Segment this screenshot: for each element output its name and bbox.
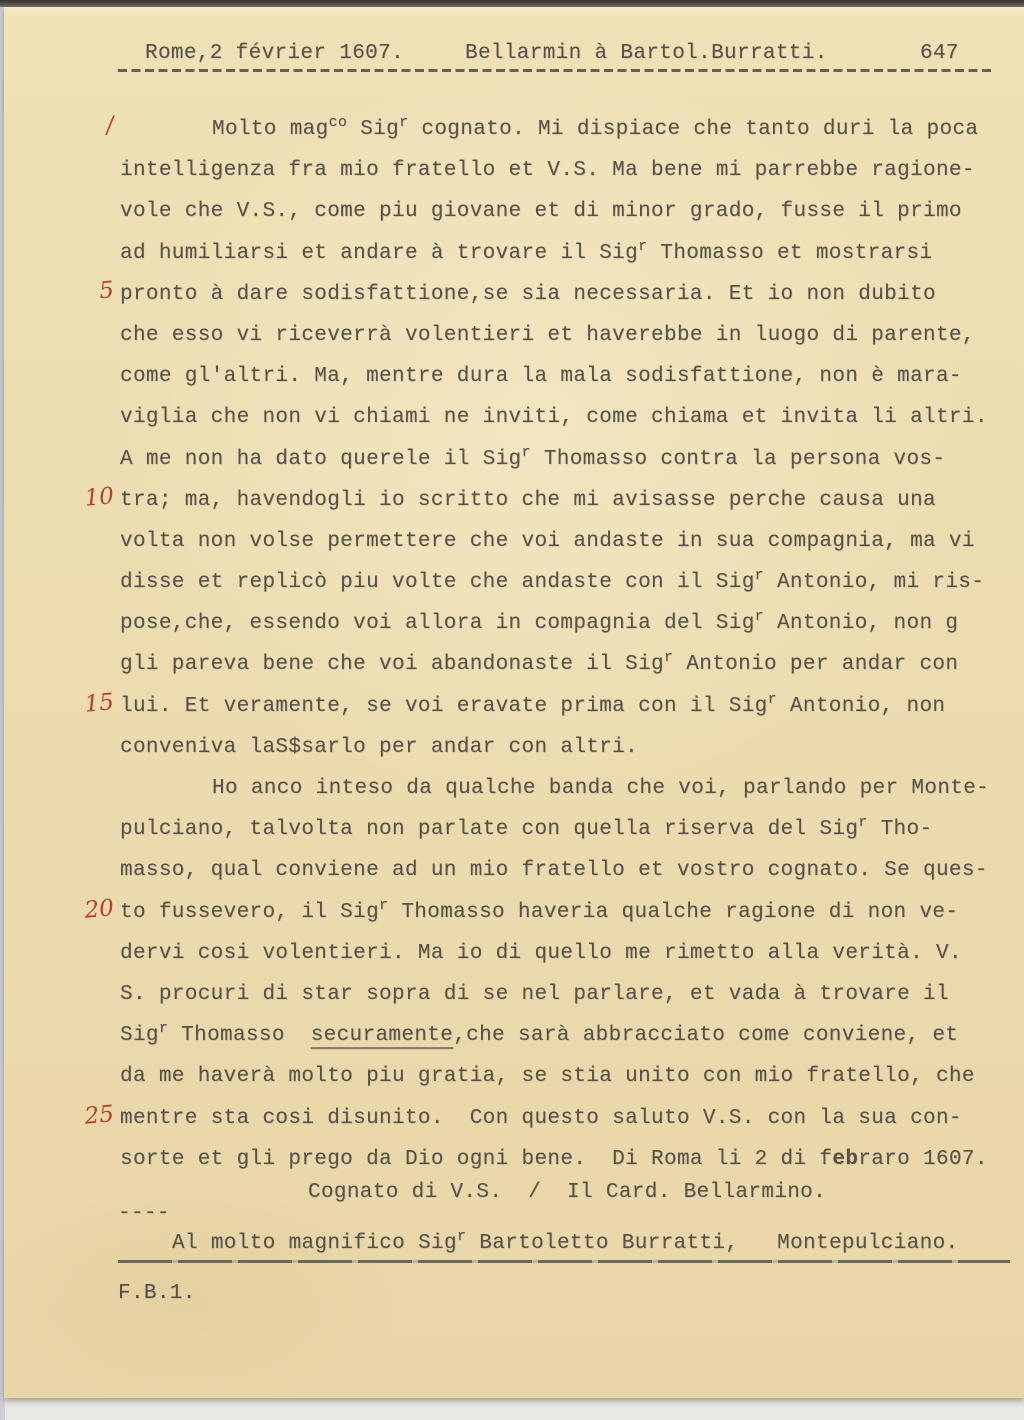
page-number: 647: [920, 42, 959, 65]
superscript-abbreviation: r: [638, 237, 648, 255]
letter-line: [120, 809, 1008, 850]
superscript-abbreviation: r: [767, 690, 777, 708]
letter-line: [120, 191, 1008, 232]
superscript-abbreviation: r: [158, 1020, 169, 1038]
red-line-number-annotation: 10: [83, 482, 116, 512]
superscript-abbreviation: co: [328, 114, 348, 131]
letter-page: [4, 6, 1024, 1398]
text-segment: Thomasso haveria qualche ragione di non ve-: [388, 900, 959, 924]
text-segment: lui. Et veramente, se voi eravate prima con il Sig: [120, 694, 768, 718]
superscript-abbreviation: r: [754, 608, 765, 626]
header-date: Rome,2 février 1607.: [145, 42, 405, 65]
archive-reference: F.B.1.: [118, 1282, 196, 1305]
letter-line: [120, 850, 1008, 891]
letter-line: [83, 1098, 1008, 1139]
text-segment: volta non volse permettere che voi andaste in sua compagnia, ma vi: [120, 529, 975, 553]
red-line-number-annotation: 25: [83, 1100, 116, 1130]
signature-line: [120, 1172, 1008, 1213]
text-segment: Sig: [120, 1024, 159, 1048]
letter-line: [120, 933, 1008, 974]
red-line-number-annotation: /: [105, 112, 116, 139]
superscript-abbreviation: r: [754, 567, 765, 585]
text-segment: ,che sarà abbracciato come conviene, et: [453, 1024, 959, 1048]
text-segment: vole che V.S., come piu giovane et di minor grado, fusse il primo: [120, 200, 962, 224]
text-segment: disse et replicò piu volte che andaste con il Sig: [120, 571, 755, 595]
letter-line: [83, 686, 1008, 727]
superscript-abbreviation: r: [456, 1228, 467, 1245]
text-segment: Thomasso contra la persona vos-: [530, 447, 946, 471]
text-segment: S. procuri di star sopra di se nel parlare, et vada à trovare il: [120, 982, 949, 1006]
letter-line: [98, 274, 1008, 315]
red-line-number-annotation: 15: [83, 688, 116, 718]
letter-line: [120, 439, 1008, 480]
header-title: Bellarmin à Bartol.Burratti.: [465, 42, 828, 65]
text-segment: pulciano, talvolta non parlate con quella riserva del Sig: [120, 818, 859, 842]
text-segment: Bartoletto Burratti, Montepulciano.: [466, 1232, 959, 1255]
text-segment: to fussevero, il Sig: [120, 900, 380, 924]
letter-body: [83, 109, 1008, 1213]
text-segment: Sig: [347, 118, 400, 141]
footer-separator-dashes: ----: [118, 1202, 170, 1225]
text-segment: pronto à dare sodisfattione,se sia necessaria. Et io non dubito: [120, 282, 936, 306]
red-line-number-annotation: 20: [83, 894, 116, 924]
scan-top-edge: [0, 0, 1024, 7]
letter-line: [105, 109, 1008, 150]
letter-line: [120, 727, 1008, 768]
text-segment: Antonio, mi ris-: [764, 571, 985, 595]
header-divider-dashed-rule: [118, 69, 992, 72]
text-segment: che esso vi riceverrà volentieri et haverebbe in luogo di parente,: [120, 323, 975, 347]
letter-line: [120, 1015, 1008, 1056]
red-line-number-annotation: 5: [98, 276, 116, 305]
text-segment: Thomasso et mostrarsi: [647, 241, 933, 265]
superscript-abbreviation: r: [521, 443, 531, 461]
text-segment: gli pareva bene che voi abandonaste il Sig: [120, 653, 664, 677]
superscript-abbreviation: r: [379, 896, 389, 914]
text-segment: Antonio per andar con: [673, 653, 959, 677]
letter-line: [120, 644, 1008, 685]
text-segment: dervi cosi volentieri. Ma io di quello me rimetto alla verità. V.: [120, 941, 962, 965]
text-segment: tra; ma, havendogli io scritto che mi avisasse perche causa una: [120, 488, 936, 512]
letter-line: [120, 768, 1008, 809]
letter-line: [120, 603, 1008, 644]
text-segment: come gl'altri. Ma, mentre dura la mala sodisfattione, non è mara-: [120, 365, 962, 389]
letter-line: [120, 1056, 1008, 1097]
letter-line: [120, 521, 1008, 562]
letter-line: [120, 315, 1008, 356]
letter-line: [120, 974, 1008, 1015]
text-segment: A me non ha dato querele il Sig: [120, 447, 522, 471]
text-segment: pose,che, essendo voi allora in compagnia del Sig: [120, 612, 755, 636]
text-segment: cognato. Mi dispiace che tanto duri la poca: [408, 118, 979, 141]
text-segment: eb: [832, 1147, 859, 1171]
text-segment: mentre sta cosi disunito. Con questo saluto V.S. con la sua con-: [120, 1106, 962, 1130]
text-segment: Cognato di V.S. / Il Card. Bellarmino.: [308, 1180, 827, 1204]
text-segment: Antonio, non: [776, 694, 946, 718]
text-segment: intelligenza fra mio fratello et V.S. Ma bene mi parrebbe ragione-: [120, 159, 975, 183]
text-segment: ad humiliarsi et andare à trovare il Sig: [120, 241, 639, 265]
text-segment: conveniva laS$sarlo per andar con altri.: [120, 735, 639, 759]
address-underline: [118, 1260, 1010, 1263]
letter-line: [120, 150, 1008, 191]
letter-line: [120, 562, 1008, 603]
text-segment: da me haverà molto piu gratia, se stia unito con mio fratello, che: [120, 1065, 975, 1089]
text-segment: Thomasso: [168, 1024, 311, 1048]
text-segment: sorte et gli prego da Dio ogni bene. Di Roma li 2 di f: [120, 1147, 833, 1171]
letter-line: [120, 397, 1008, 438]
text-segment: Antonio, non g: [764, 612, 959, 636]
text-segment: viglia che non vi chiami ne inviti, come chiama et invita li altri.: [120, 406, 988, 430]
text-segment: Ho anco inteso da qualche banda che voi, parlando per Monte-: [212, 777, 990, 800]
text-segment: Molto mag: [212, 118, 329, 141]
superscript-abbreviation: r: [858, 814, 868, 832]
text-segment: raro 1607.: [858, 1147, 988, 1171]
address-line: [172, 1228, 959, 1255]
text-segment: Al molto magnifico Sig: [172, 1232, 457, 1255]
superscript-abbreviation: r: [664, 649, 674, 667]
superscript-abbreviation: r: [399, 114, 409, 131]
letter-line: [120, 356, 1008, 397]
letter-line: [83, 892, 1008, 933]
letter-line: [120, 233, 1008, 274]
text-segment: Tho-: [867, 818, 933, 842]
letter-line: [83, 480, 1008, 521]
text-segment: securamente: [310, 1024, 454, 1048]
text-segment: masso, qual conviene ad un mio fratello et vostro cognato. Se ques-: [120, 859, 988, 883]
